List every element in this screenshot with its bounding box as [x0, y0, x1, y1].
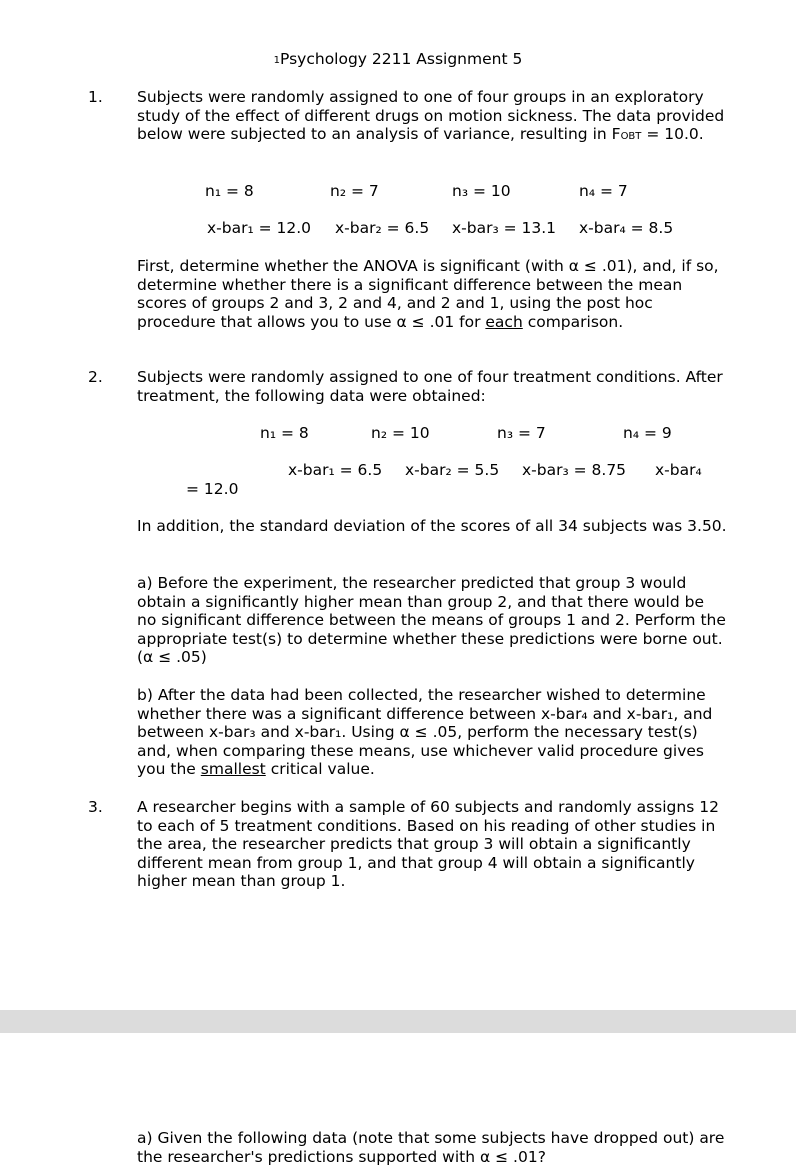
q3-number: 3. — [88, 798, 103, 816]
q1-intro-end: = 10.0. — [641, 125, 704, 144]
q1-number: 1. — [88, 88, 103, 106]
q1-intro-subscript: OBT — [620, 131, 642, 143]
q1-xbar1: x-bar₁ = 12.0 — [207, 219, 312, 237]
q2-xbar4: x-bar₄ — [655, 461, 702, 479]
q2-n2: n₂ = 10 — [371, 424, 430, 442]
q1-n3: n₃ = 10 — [452, 182, 511, 200]
q1-n1: n₁ = 8 — [205, 182, 254, 200]
q2-part-b-emphasis: smallest — [200, 760, 266, 779]
q2-n3: n₃ = 7 — [497, 424, 546, 442]
q2-sd-text: In addition, the standard deviation of the scores of all 34 subjects was 3.50. — [137, 517, 727, 535]
page-separator — [0, 1010, 796, 1033]
title-text: Psychology 2211 Assignment 5 — [280, 50, 523, 68]
q2-part-b — [137, 686, 727, 779]
q2-xbar1: x-bar₁ = 6.5 — [288, 461, 383, 479]
q1-instructions — [137, 257, 727, 331]
q1-n4: n₄ = 7 — [579, 182, 628, 200]
q1-instr-end: comparison. — [522, 312, 624, 331]
q2-number: 2. — [88, 368, 103, 386]
q1-instr-emphasis: each — [485, 312, 523, 331]
q2-xbar3: x-bar₃ = 8.75 — [522, 461, 627, 479]
q1-xbar3: x-bar₃ = 13.1 — [452, 219, 557, 237]
q1-intro-text: Subjects were randomly assigned to one of four groups in an exploratory study of the effect of different drugs on motion sickness. The data provided below were subjected to an analysis of variance, resulting in F — [137, 88, 725, 144]
q2-part-b-end: critical value. — [265, 760, 375, 779]
page-2 — [0, 1033, 796, 1176]
q3-part-a: a) Given the following data (note that some subjects have dropped out) are the researcher's predictions supported with α ≤ .01? — [137, 1129, 725, 1166]
q1-xbar4: x-bar₄ = 8.5 — [579, 219, 674, 237]
q2-part-a: a) Before the experiment, the researcher predicted that group 3 would obtain a significantly higher mean than group 2, and that there would be no significant difference between the means of groups 1 and 2. Perform the appropriate test(s) to determine whether these predictions were borne out. (α ≤ .05) — [137, 574, 726, 667]
q2-xbar2: x-bar₂ = 5.5 — [405, 461, 500, 479]
q3-intro: A researcher begins with a sample of 60 subjects and randomly assigns 12 to each of 5 treatment conditions. Based on his reading of other studies in the area, the researcher predicts that group 3 will obtain a significantly different mean from group 1, and that group 4 will obtain a significantly higher mean than group 1. — [137, 798, 719, 891]
q1-xbar2: x-bar₂ = 6.5 — [335, 219, 430, 237]
q1-n2: n₂ = 7 — [330, 182, 379, 200]
q2-xbar4-value: = 12.0 — [186, 480, 239, 498]
footnote-mark: 1 — [273, 55, 281, 66]
q2-n1: n₁ = 8 — [260, 424, 309, 442]
q2-n4: n₄ = 9 — [623, 424, 672, 442]
q1-instr-text: First, determine whether the ANOVA is significant (with α ≤ .01), and, if so, determine whether there is a significant difference between the mean scores of groups 2 and 3, 2 and 4, and 2 and 1, using the post hoc procedure that allows you to use α ≤ .01 for — [137, 257, 719, 331]
q1-intro — [137, 88, 727, 147]
page-title — [0, 50, 796, 68]
q2-part-b-text: b) After the data had been collected, the researcher wished to determine whether there was a significant difference between x-bar₄ and x-bar₁, and between x-bar₃ and x-bar₁. Using α ≤ .05, perform the necessary test(s) and, when comparing these means, use whichever valid procedure gives you the — [137, 686, 713, 779]
q2-intro: Subjects were randomly assigned to one of four treatment conditions. After treatment, the following data were obtained: — [137, 368, 723, 405]
